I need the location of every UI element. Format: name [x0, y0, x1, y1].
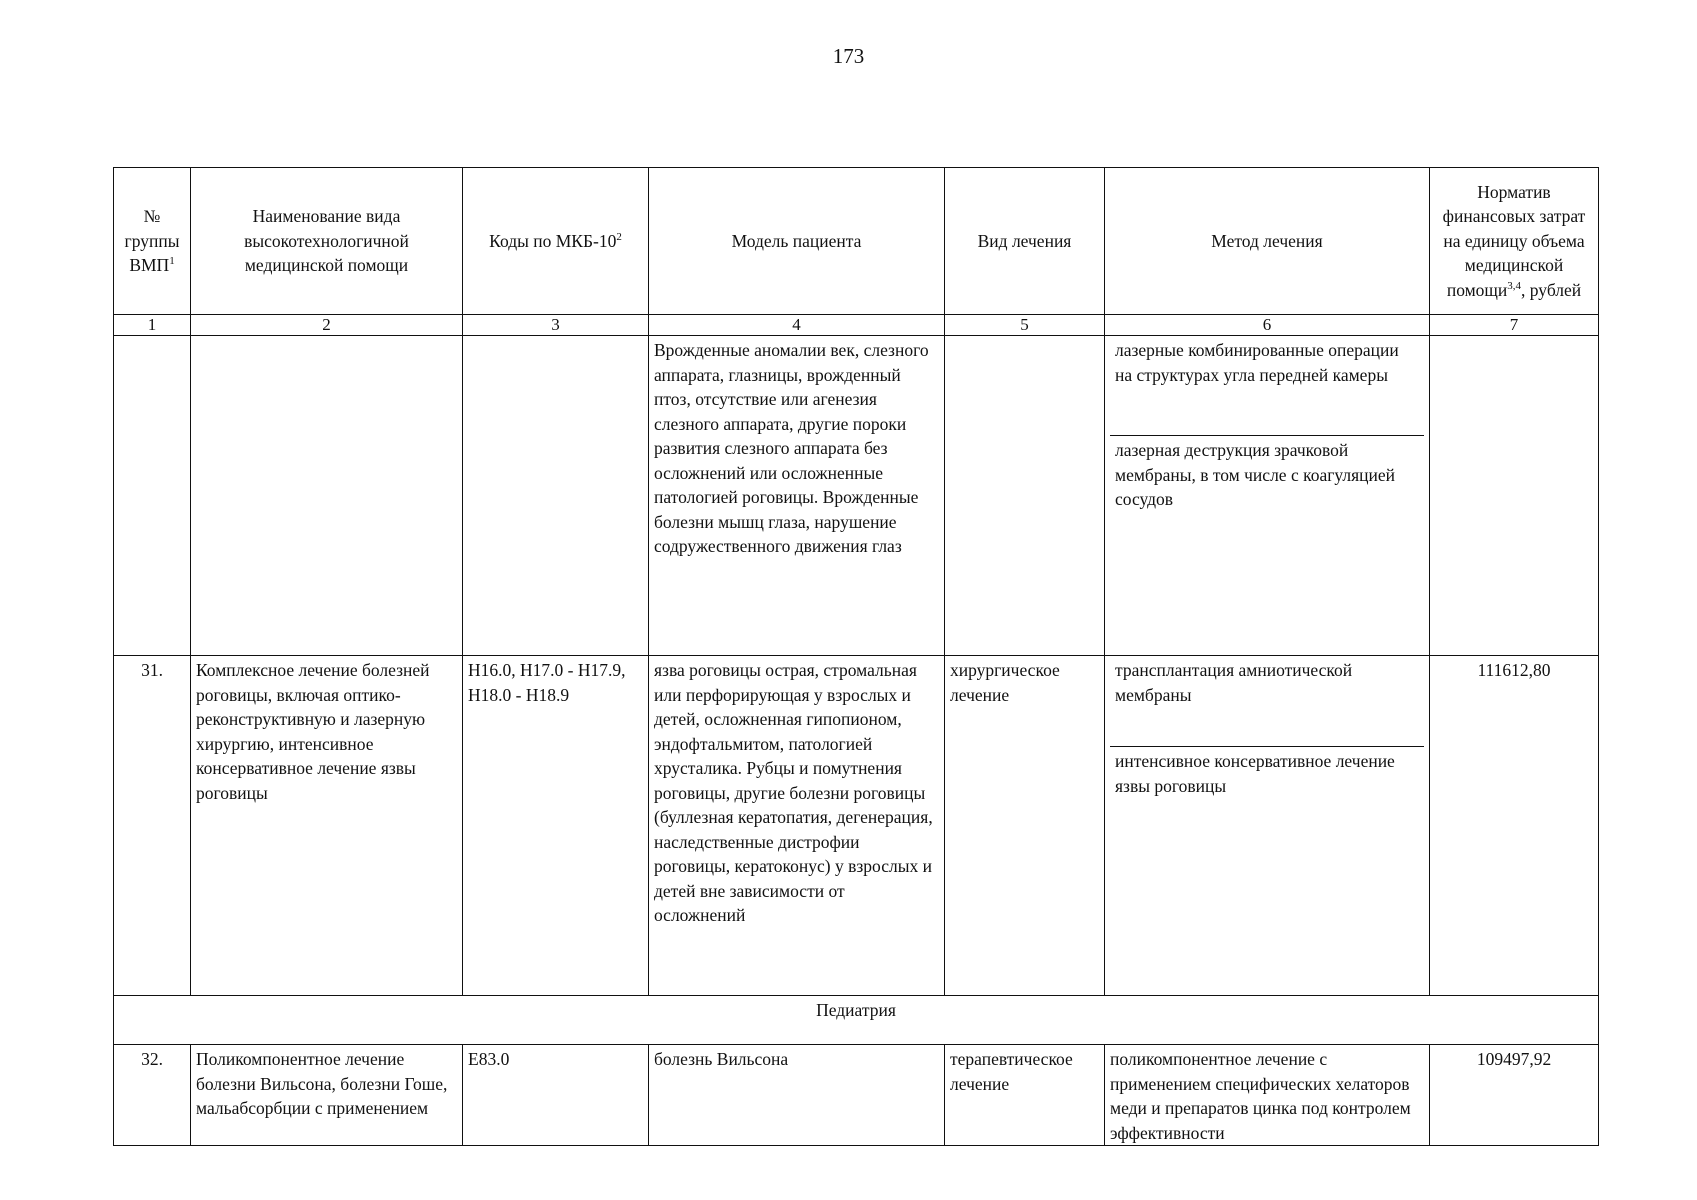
care-type-cell [191, 336, 463, 656]
header-group-number: № группы ВМП$^1$ [114, 168, 191, 315]
header-treatment-type: Вид лечения [945, 168, 1105, 315]
header-row [114, 168, 1599, 315]
treatment-method-cell [1105, 336, 1430, 656]
column-number: 7 [1430, 315, 1599, 336]
vmp-table [113, 167, 1599, 1146]
treatment-method-cell [1105, 656, 1430, 996]
method-item: лазерная деструкция зрачковой мембраны, в том числе с коагуляцией сосудов [1110, 435, 1424, 512]
patient-model-cell [649, 1045, 945, 1146]
method-item: интенсивное консервативное лечение язвы роговицы [1110, 746, 1424, 798]
method-item: трансплантация амниотической мембраны [1115, 660, 1353, 705]
treatment-type-cell [945, 1045, 1105, 1146]
patient-model-cell [649, 656, 945, 996]
section-row [114, 996, 1599, 1045]
icd-codes-cell [463, 656, 649, 996]
column-number: 1 [114, 315, 191, 336]
group-number-cell [114, 656, 191, 996]
header-care-type: Наименование вида высокотехнологичной медицинской помощи [191, 168, 463, 315]
treatment-type-cell [945, 656, 1105, 996]
patient-model-text: язва роговицы острая, стромальная или перфорирующая у взрослых и детей, осложненная гипопионом, эндофтальмитом, патологией хрусталика. Рубцы и помутнения роговицы, другие болезни роговицы (буллезная кератопатия, дегенерация, наследственные дистрофии роговицы, кератоконус) у взрослых и детей вне зависимости от осложнений [654, 660, 933, 925]
column-number: 3 [463, 315, 649, 336]
column-numbers-row [114, 315, 1599, 336]
care-type-cell [191, 656, 463, 996]
treatment-type-text: хирургическое лечение [950, 660, 1060, 705]
group-number-text: 32. [141, 1049, 163, 1069]
table-row [114, 656, 1599, 996]
group-number-cell [114, 1045, 191, 1146]
icd-codes-cell [463, 336, 649, 656]
care-type-cell [191, 1045, 463, 1146]
table-row [114, 336, 1599, 656]
treatment-type-cell [945, 336, 1105, 656]
method-item: поликомпонентное лечение с применением специфических хелаторов меди и препаратов цинка под контролем эффективности [1110, 1049, 1411, 1143]
column-number: 4 [649, 315, 945, 336]
patient-model-text: болезнь Вильсона [654, 1049, 789, 1069]
header-icd-codes: Коды по МКБ-$10^2$ [463, 168, 649, 315]
patient-model-text: Врожденные аномалии век, слезного аппарата, глазницы, врожденный птоз, отсутствие или агенезия слезного аппарата, другие пороки развития слезного аппарата без осложнений или осложненные патологией роговицы. Врожденные болезни мышц глаза, нарушение содружественного движения глаз [654, 340, 929, 556]
table-row [114, 1045, 1599, 1146]
header-patient-model: Модель пациента [649, 168, 945, 315]
cost-text: 111612,80 [1477, 660, 1551, 680]
header-cost-standard: Норматив финансовых затрат на единицу объема медицинской помощи$^{3,4}$, рублей [1430, 168, 1599, 315]
care-type-text: Комплексное лечение болезней роговицы, включая оптико-реконструктивную и лазерную хирургию, интенсивное консервативное лечение язвы роговицы [196, 660, 430, 803]
icd-codes-text: E83.0 [468, 1049, 510, 1069]
cost-cell [1430, 656, 1599, 996]
group-number-cell [114, 336, 191, 656]
column-number: 5 [945, 315, 1105, 336]
icd-codes-text: H16.0, H17.0 - H17.9, H18.0 - H18.9 [468, 660, 626, 705]
header-treatment-method: Метод лечения [1105, 168, 1430, 315]
column-number: 2 [191, 315, 463, 336]
icd-codes-cell [463, 1045, 649, 1146]
page-number: 173 [832, 44, 865, 68]
cost-cell [1430, 1045, 1599, 1146]
treatment-type-text: терапевтическое лечение [950, 1049, 1073, 1094]
section-title: Педиатрия [114, 996, 1599, 1045]
patient-model-cell [649, 336, 945, 656]
cost-text: 109497,92 [1476, 1049, 1552, 1069]
group-number-text: 31. [141, 660, 163, 680]
cost-cell [1430, 336, 1599, 656]
care-type-text: Поликомпонентное лечение болезни Вильсона, болезни Гоше, мальабсорбции с применением [196, 1049, 448, 1118]
treatment-method-cell [1105, 1045, 1430, 1146]
column-number: 6 [1105, 315, 1430, 336]
method-item: лазерные комбинированные операции на структурах угла передней камеры [1115, 340, 1399, 385]
